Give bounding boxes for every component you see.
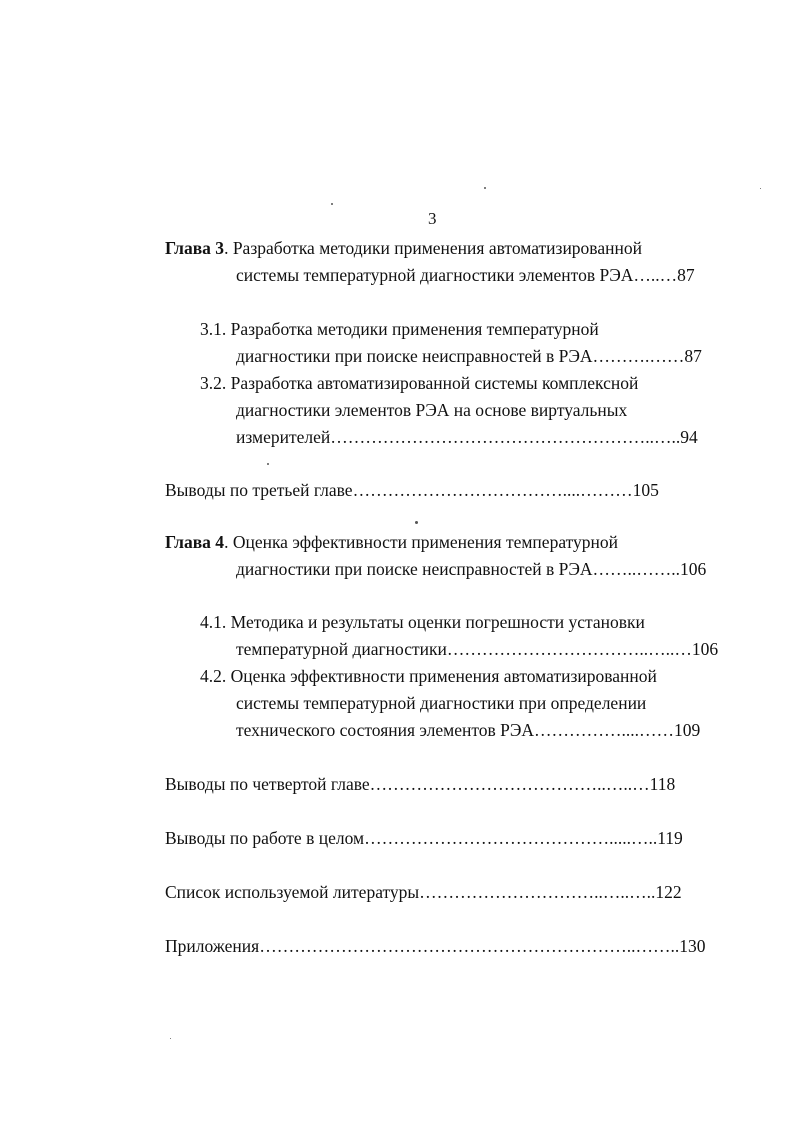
scan-speck	[760, 188, 761, 189]
chapter-3-prefix: Глава 3	[165, 238, 225, 258]
scan-speck	[170, 1038, 171, 1039]
chapter-4-prefix: Глава 4	[165, 532, 225, 552]
toc-appendices: Приложения………………………………………………………..……..130	[165, 936, 706, 956]
toc-section-4-1-line-1: 4.1. Методика и результаты оценки погрешности установки	[200, 612, 645, 632]
toc-section-3-2-line-3: измерителей………………………………………………..…..94	[236, 427, 698, 447]
toc-chapter-4-line-1	[165, 531, 618, 553]
toc-references: Список используемой литературы…………………………..…..…..122	[165, 882, 682, 902]
toc-section-3-1-line-1: 3.1. Разработка методики применения температурной	[200, 319, 599, 339]
toc-section-4-2-line-1: 4.2. Оценка эффективности применения автоматизированной	[200, 666, 657, 686]
scan-speck	[331, 203, 333, 205]
toc-section-4-2-line-3: технического состояния элементов РЭА……………....……109	[236, 720, 701, 740]
toc-section-3-1-line-2: диагностики при поиске неисправностей в РЭА……….……87	[236, 346, 702, 366]
toc-section-3-2-line-1: 3.2. Разработка автоматизированной системы комплексной	[200, 373, 639, 393]
chapter-3-title-part-1: . Разработка методики применения автоматизированной	[224, 238, 642, 258]
page-number: 3	[428, 209, 437, 228]
toc-conclusions-chapter-3: Выводы по третьей главе………………………………....………105	[165, 480, 659, 500]
toc-section-4-1-line-2: температурной диагностики……………………………..…..…106	[236, 639, 719, 659]
toc-conclusions-chapter-4: Выводы по четвертой главе…………………………………..…..…118	[165, 774, 676, 794]
toc-chapter-3-line-2: системы температурной диагностики элементов РЭА…..…87	[236, 265, 695, 285]
scan-speck	[484, 187, 486, 189]
scan-speck	[415, 521, 418, 524]
chapter-4-title-part-1: . Оценка эффективности применения температурной	[224, 532, 619, 552]
toc-chapter-4-line-2: диагностики при поиске неисправностей в РЭА……..……..106	[236, 559, 707, 579]
toc-chapter-3-line-1	[165, 237, 642, 259]
scan-speck	[267, 463, 269, 465]
toc-conclusions-overall: Выводы по работе в целом…………………………………….....…..119	[165, 828, 683, 848]
toc-section-3-2-line-2: диагностики элементов РЭА на основе виртуальных	[236, 400, 628, 420]
toc-section-4-2-line-2: системы температурной диагностики при определении	[236, 693, 647, 713]
